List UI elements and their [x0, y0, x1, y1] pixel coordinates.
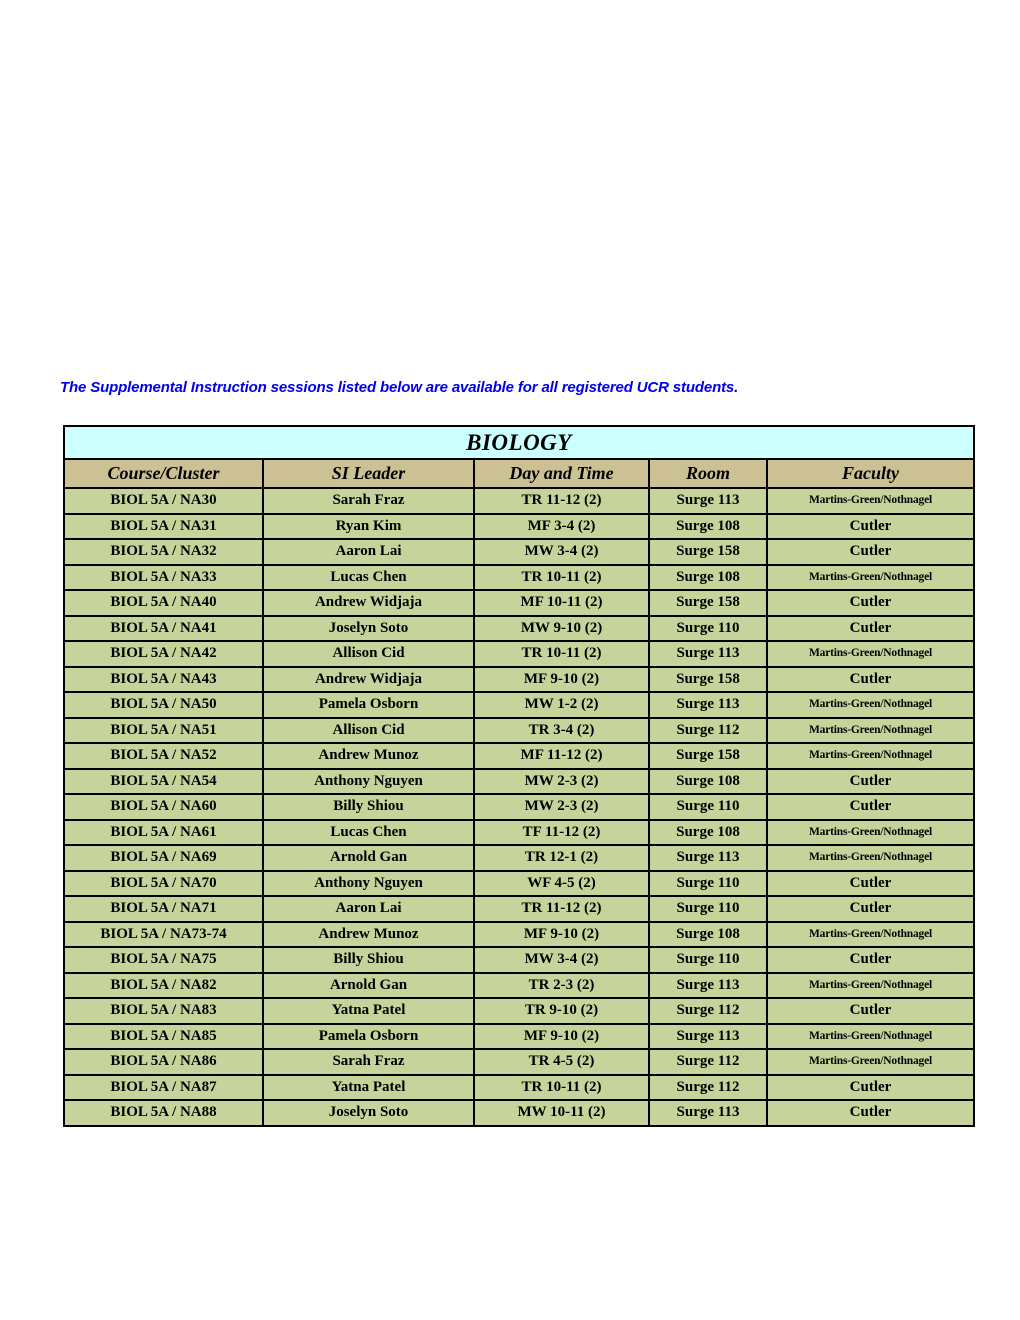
cell-room: Surge 108 — [649, 514, 767, 540]
cell-room: Surge 112 — [649, 998, 767, 1024]
cell-course-cluster: BIOL 5A / NA50 — [64, 692, 263, 718]
cell-faculty: Cutler — [767, 769, 974, 795]
table-row — [64, 692, 974, 718]
cell-day-and-time: TR 10-11 (2) — [474, 565, 649, 591]
cell-room: Surge 113 — [649, 641, 767, 667]
cell-course-cluster: BIOL 5A / NA88 — [64, 1100, 263, 1126]
cell-faculty: Cutler — [767, 1100, 974, 1126]
cell-room: Surge 110 — [649, 616, 767, 642]
subject-banner-row — [64, 426, 974, 459]
cell-si-leader: Joselyn Soto — [263, 616, 474, 642]
cell-course-cluster: BIOL 5A / NA83 — [64, 998, 263, 1024]
cell-faculty: Martins-Green/Nothnagel — [767, 641, 974, 667]
table-row — [64, 794, 974, 820]
cell-si-leader: Yatna Patel — [263, 1075, 474, 1101]
si-schedule-table-container — [63, 425, 973, 1127]
cell-day-and-time: TR 11-12 (2) — [474, 896, 649, 922]
cell-si-leader: Billy Shiou — [263, 794, 474, 820]
cell-course-cluster: BIOL 5A / NA32 — [64, 539, 263, 565]
cell-course-cluster: BIOL 5A / NA87 — [64, 1075, 263, 1101]
table-body — [64, 488, 974, 1126]
cell-course-cluster: BIOL 5A / NA69 — [64, 845, 263, 871]
cell-faculty: Cutler — [767, 590, 974, 616]
cell-faculty: Cutler — [767, 1075, 974, 1101]
cell-si-leader: Allison Cid — [263, 718, 474, 744]
cell-day-and-time: MW 9-10 (2) — [474, 616, 649, 642]
cell-si-leader: Billy Shiou — [263, 947, 474, 973]
table-row — [64, 769, 974, 795]
cell-si-leader: Arnold Gan — [263, 845, 474, 871]
table-row — [64, 896, 974, 922]
cell-course-cluster: BIOL 5A / NA60 — [64, 794, 263, 820]
table-row — [64, 514, 974, 540]
cell-room: Surge 112 — [649, 1075, 767, 1101]
cell-faculty: Cutler — [767, 616, 974, 642]
cell-room: Surge 108 — [649, 820, 767, 846]
cell-course-cluster: BIOL 5A / NA75 — [64, 947, 263, 973]
cell-room: Surge 112 — [649, 1049, 767, 1075]
table-row — [64, 820, 974, 846]
table-row — [64, 565, 974, 591]
cell-day-and-time: MF 11-12 (2) — [474, 743, 649, 769]
cell-course-cluster: BIOL 5A / NA42 — [64, 641, 263, 667]
table-row — [64, 641, 974, 667]
cell-day-and-time: MF 10-11 (2) — [474, 590, 649, 616]
cell-course-cluster: BIOL 5A / NA70 — [64, 871, 263, 897]
cell-day-and-time: MW 3-4 (2) — [474, 947, 649, 973]
cell-day-and-time: TF 11-12 (2) — [474, 820, 649, 846]
cell-si-leader: Andrew Munoz — [263, 922, 474, 948]
cell-course-cluster: BIOL 5A / NA71 — [64, 896, 263, 922]
cell-faculty: Cutler — [767, 667, 974, 693]
cell-course-cluster: BIOL 5A / NA33 — [64, 565, 263, 591]
subject-banner-title: BIOLOGY — [64, 426, 974, 459]
cell-si-leader: Sarah Fraz — [263, 1049, 474, 1075]
table-row — [64, 1024, 974, 1050]
column-header-daytime: Day and Time — [474, 459, 649, 488]
cell-course-cluster: BIOL 5A / NA51 — [64, 718, 263, 744]
cell-room: Surge 110 — [649, 947, 767, 973]
cell-day-and-time: TR 10-11 (2) — [474, 1075, 649, 1101]
cell-day-and-time: TR 10-11 (2) — [474, 641, 649, 667]
cell-faculty: Martins-Green/Nothnagel — [767, 845, 974, 871]
cell-si-leader: Lucas Chen — [263, 820, 474, 846]
cell-si-leader: Ryan Kim — [263, 514, 474, 540]
cell-faculty: Martins-Green/Nothnagel — [767, 718, 974, 744]
cell-room: Surge 158 — [649, 667, 767, 693]
cell-course-cluster: BIOL 5A / NA31 — [64, 514, 263, 540]
cell-room: Surge 108 — [649, 922, 767, 948]
table-row — [64, 743, 974, 769]
table-row — [64, 539, 974, 565]
table-row — [64, 718, 974, 744]
cell-faculty: Cutler — [767, 514, 974, 540]
cell-day-and-time: MW 3-4 (2) — [474, 539, 649, 565]
cell-si-leader: Andrew Munoz — [263, 743, 474, 769]
cell-room: Surge 113 — [649, 692, 767, 718]
table-row — [64, 922, 974, 948]
cell-faculty: Martins-Green/Nothnagel — [767, 820, 974, 846]
table-row — [64, 667, 974, 693]
cell-room: Surge 158 — [649, 590, 767, 616]
cell-room: Surge 112 — [649, 718, 767, 744]
cell-faculty: Martins-Green/Nothnagel — [767, 973, 974, 999]
cell-si-leader: Aaron Lai — [263, 539, 474, 565]
cell-si-leader: Arnold Gan — [263, 973, 474, 999]
cell-day-and-time: TR 12-1 (2) — [474, 845, 649, 871]
cell-day-and-time: MW 1-2 (2) — [474, 692, 649, 718]
cell-course-cluster: BIOL 5A / NA52 — [64, 743, 263, 769]
si-schedule-table — [63, 425, 975, 1127]
cell-day-and-time: TR 4-5 (2) — [474, 1049, 649, 1075]
cell-si-leader: Yatna Patel — [263, 998, 474, 1024]
cell-course-cluster: BIOL 5A / NA85 — [64, 1024, 263, 1050]
table-row — [64, 590, 974, 616]
table-row — [64, 488, 974, 514]
cell-faculty: Martins-Green/Nothnagel — [767, 488, 974, 514]
cell-si-leader: Andrew Widjaja — [263, 590, 474, 616]
cell-course-cluster: BIOL 5A / NA61 — [64, 820, 263, 846]
cell-course-cluster: BIOL 5A / NA73-74 — [64, 922, 263, 948]
cell-day-and-time: MF 9-10 (2) — [474, 1024, 649, 1050]
cell-day-and-time: MF 3-4 (2) — [474, 514, 649, 540]
cell-si-leader: Andrew Widjaja — [263, 667, 474, 693]
cell-faculty: Martins-Green/Nothnagel — [767, 565, 974, 591]
cell-room: Surge 158 — [649, 539, 767, 565]
cell-room: Surge 110 — [649, 871, 767, 897]
column-header-leader: SI Leader — [263, 459, 474, 488]
cell-course-cluster: BIOL 5A / NA41 — [64, 616, 263, 642]
cell-room: Surge 113 — [649, 488, 767, 514]
cell-faculty: Cutler — [767, 896, 974, 922]
column-header-course: Course/Cluster — [64, 459, 263, 488]
table-row — [64, 616, 974, 642]
cell-si-leader: Aaron Lai — [263, 896, 474, 922]
table-row — [64, 871, 974, 897]
cell-room: Surge 110 — [649, 794, 767, 820]
cell-day-and-time: WF 4-5 (2) — [474, 871, 649, 897]
cell-day-and-time: TR 11-12 (2) — [474, 488, 649, 514]
table-row — [64, 947, 974, 973]
cell-si-leader: Pamela Osborn — [263, 692, 474, 718]
cell-course-cluster: BIOL 5A / NA43 — [64, 667, 263, 693]
cell-day-and-time: TR 2-3 (2) — [474, 973, 649, 999]
column-header-row — [64, 459, 974, 488]
cell-faculty: Cutler — [767, 539, 974, 565]
cell-room: Surge 113 — [649, 1024, 767, 1050]
table-head — [64, 426, 974, 488]
table-row — [64, 1049, 974, 1075]
cell-room: Surge 108 — [649, 565, 767, 591]
cell-day-and-time: MF 9-10 (2) — [474, 667, 649, 693]
cell-day-and-time: MW 10-11 (2) — [474, 1100, 649, 1126]
cell-day-and-time: TR 3-4 (2) — [474, 718, 649, 744]
cell-course-cluster: BIOL 5A / NA40 — [64, 590, 263, 616]
cell-faculty: Martins-Green/Nothnagel — [767, 1024, 974, 1050]
cell-course-cluster: BIOL 5A / NA86 — [64, 1049, 263, 1075]
cell-course-cluster: BIOL 5A / NA54 — [64, 769, 263, 795]
cell-day-and-time: TR 9-10 (2) — [474, 998, 649, 1024]
cell-room: Surge 108 — [649, 769, 767, 795]
cell-si-leader: Anthony Nguyen — [263, 871, 474, 897]
cell-si-leader: Lucas Chen — [263, 565, 474, 591]
table-row — [64, 998, 974, 1024]
cell-course-cluster: BIOL 5A / NA30 — [64, 488, 263, 514]
cell-faculty: Martins-Green/Nothnagel — [767, 743, 974, 769]
table-row — [64, 845, 974, 871]
cell-faculty: Cutler — [767, 998, 974, 1024]
cell-si-leader: Anthony Nguyen — [263, 769, 474, 795]
cell-day-and-time: MF 9-10 (2) — [474, 922, 649, 948]
cell-room: Surge 158 — [649, 743, 767, 769]
table-row — [64, 1075, 974, 1101]
cell-si-leader: Sarah Fraz — [263, 488, 474, 514]
table-row — [64, 1100, 974, 1126]
cell-course-cluster: BIOL 5A / NA82 — [64, 973, 263, 999]
cell-faculty: Cutler — [767, 947, 974, 973]
column-header-faculty: Faculty — [767, 459, 974, 488]
cell-faculty: Martins-Green/Nothnagel — [767, 1049, 974, 1075]
cell-si-leader: Allison Cid — [263, 641, 474, 667]
cell-faculty: Cutler — [767, 871, 974, 897]
cell-room: Surge 110 — [649, 896, 767, 922]
cell-si-leader: Joselyn Soto — [263, 1100, 474, 1126]
cell-room: Surge 113 — [649, 973, 767, 999]
cell-faculty: Martins-Green/Nothnagel — [767, 922, 974, 948]
cell-faculty: Cutler — [767, 794, 974, 820]
cell-si-leader: Pamela Osborn — [263, 1024, 474, 1050]
cell-room: Surge 113 — [649, 1100, 767, 1126]
table-row — [64, 973, 974, 999]
column-header-room: Room — [649, 459, 767, 488]
cell-day-and-time: MW 2-3 (2) — [474, 794, 649, 820]
cell-room: Surge 113 — [649, 845, 767, 871]
cell-day-and-time: MW 2-3 (2) — [474, 769, 649, 795]
intro-notice: The Supplemental Instruction sessions listed below are available for all registered UCR students. — [60, 379, 739, 396]
cell-faculty: Martins-Green/Nothnagel — [767, 692, 974, 718]
